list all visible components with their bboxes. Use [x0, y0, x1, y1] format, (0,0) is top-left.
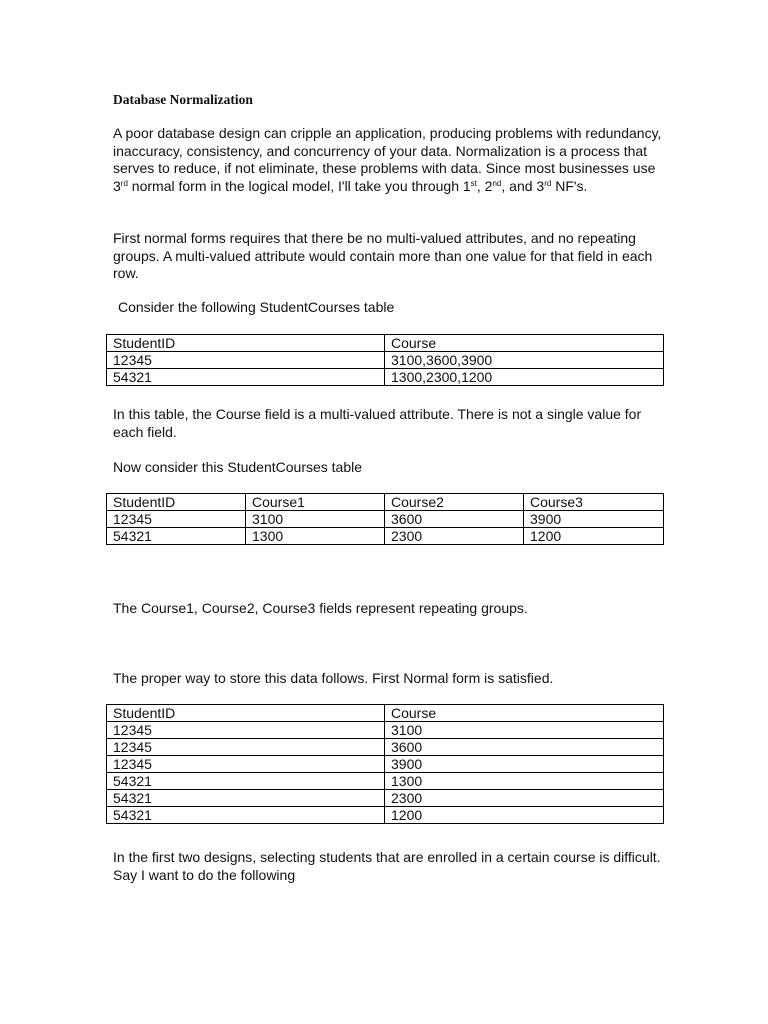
student-courses-table-multivalued [106, 334, 664, 386]
table-header-row [107, 335, 664, 352]
intro-text-3: , 2 [476, 177, 493, 194]
table-cell: 2300 [385, 790, 664, 807]
table-cell: 12345 [107, 739, 385, 756]
table-row [107, 773, 664, 790]
table-cell: 3100 [246, 511, 385, 528]
intro-paragraph [113, 125, 663, 195]
document-title: Database Normalization [113, 92, 253, 107]
table-row [107, 739, 664, 756]
table-cell: 3600 [385, 739, 664, 756]
table-cell: 3900 [524, 511, 664, 528]
student-courses-table-repeating [106, 493, 664, 545]
student-courses-table-1nf [106, 704, 664, 824]
table-header-cell: Course3 [524, 494, 664, 511]
superscript-rd-2: rd [544, 178, 552, 188]
superscript-rd: rd [120, 178, 128, 188]
table-cell: 2300 [385, 528, 524, 545]
intro-text-1: A poor database design can cripple an application, producing problems with redundancy, inaccuracy, consistency, and concurrency of your data. Normalization is a process that serves to reduce, if not eliminate, these problems with data. Since most businesses use 3 [113, 125, 662, 194]
table-header-cell: Course [385, 335, 664, 352]
table-cell: 54321 [107, 528, 246, 545]
table-cell: 1300,2300,1200 [385, 369, 664, 386]
table-row [107, 756, 664, 773]
table-header-row [107, 705, 664, 722]
table-cell: 1200 [385, 807, 664, 824]
table-header-cell: StudentID [107, 335, 385, 352]
table-cell: 12345 [107, 352, 385, 369]
repeating-groups-paragraph: The Course1, Course2, Course3 fields represent repeating groups. [113, 600, 528, 616]
table-row [107, 528, 664, 545]
table-cell: 12345 [107, 511, 246, 528]
table-cell: 1300 [385, 773, 664, 790]
table-cell: 3900 [385, 756, 664, 773]
table-header-cell: Course1 [246, 494, 385, 511]
table-cell: 3100 [385, 722, 664, 739]
table-header-cell: StudentID [107, 705, 385, 722]
table-header-cell: StudentID [107, 494, 246, 511]
table-cell: 3100,3600,3900 [385, 352, 664, 369]
first-nf-paragraph: First normal forms requires that there be no multi-valued attributes, and no repeating groups. A multi-valued attribute would contain more than one value for that field in each row. [113, 230, 653, 281]
now-consider-paragraph: Now consider this StudentCourses table [113, 459, 363, 475]
superscript-st: st [470, 178, 477, 188]
table-cell: 54321 [107, 790, 385, 807]
table-cell: 1300 [246, 528, 385, 545]
table-header-row [107, 494, 664, 511]
table-cell: 12345 [107, 722, 385, 739]
table-cell: 54321 [107, 773, 385, 790]
superscript-nd: nd [492, 178, 502, 188]
table-row [107, 369, 664, 386]
table-cell: 3600 [385, 511, 524, 528]
proper-way-paragraph: The proper way to store this data follows. First Normal form is satisfied. [113, 670, 554, 686]
intro-text-2: normal form in the logical model, I'll take you through 1 [127, 177, 471, 194]
table-row [107, 722, 664, 739]
table-cell: 54321 [107, 807, 385, 824]
closing-paragraph: In the first two designs, selecting students that are enrolled in a certain course is difficult. Say I want to do the following [113, 849, 661, 883]
table-row [107, 807, 664, 824]
table-cell: 54321 [107, 369, 385, 386]
table-row [107, 352, 664, 369]
intro-text-5: NF's. [551, 177, 588, 194]
table-header-cell: Course [385, 705, 664, 722]
table-cell: 1200 [524, 528, 664, 545]
consider-paragraph: Consider the following StudentCourses table [118, 299, 395, 315]
table-row [107, 511, 664, 528]
multivalued-paragraph: In this table, the Course field is a multi-valued attribute. There is not a single value for each field. [113, 406, 642, 440]
table-row [107, 790, 664, 807]
intro-text-4: , and 3 [501, 177, 545, 194]
table-cell: 12345 [107, 756, 385, 773]
table-header-cell: Course2 [385, 494, 524, 511]
